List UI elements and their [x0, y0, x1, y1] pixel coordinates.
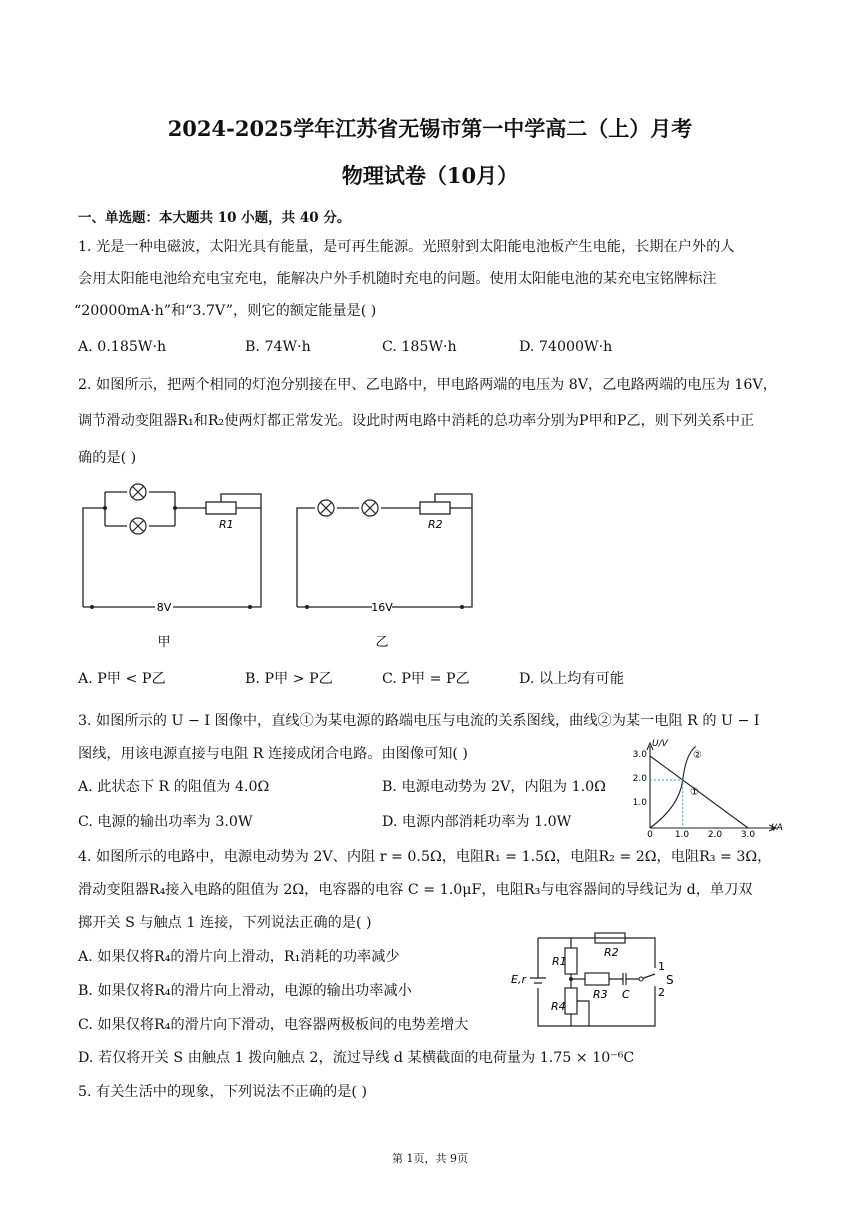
q5-line-1: 5. 有关生活中的现象，下列说法不正确的是( ) [78, 1084, 368, 1100]
cap-label: C [622, 988, 630, 1001]
q2-option-c: C. P甲 = P乙 [382, 671, 470, 687]
line-label: ① [690, 787, 699, 798]
q2-line-1: 2. 如图所示，把两个相同的灯泡分别接在甲、乙电路中，甲电路两端的电压为 8V，乙电路两端的电压为 16V， [78, 377, 777, 393]
page-title: 2024-2025学年江苏省无锡市第一中学高二（上）月考 [167, 116, 693, 141]
r3-label: R3 [593, 988, 608, 1001]
q2-option-b: B. P甲 > P乙 [245, 671, 333, 687]
q3-option-b: B. 电源电动势为 2V，内阻为 1.0Ω [382, 779, 606, 795]
q3-line-1: 3. 如图所示的 U − I 图像中，直线①为某电源的路端电压与电流的关系图线，曲线②为某一电阻 R 的 U − I [78, 713, 760, 729]
r1-label: R1 [552, 955, 567, 968]
q4-option-a: A. 如果仅将R₄的滑片向上滑动，R₁消耗的功率减少 [78, 949, 400, 965]
q4-option-c: C. 如果仅将R₄的滑片向下滑动，电容器两极板间的电势差增大 [78, 1017, 469, 1033]
q2-line-3: 确的是( ) [78, 450, 137, 466]
lamp-icon [362, 500, 378, 516]
y-tick: 3.0 [632, 750, 647, 760]
resistor-curve [650, 746, 696, 828]
q3-option-a: A. 此状态下 R 的阻值为 4.0Ω [78, 779, 270, 795]
source-line [650, 756, 748, 828]
source-label: E,r [511, 973, 526, 986]
q1-line-2: 会用太阳能电池给充电宝充电，能解决户外手机随时充电的问题。使用太阳能电池的某充电宝铭牌标注 [78, 271, 717, 287]
r4-label: R4 [551, 1000, 566, 1013]
lamp-icon [318, 500, 334, 516]
q4-line-1: 4. 如图所示的电路中，电源电动势为 2V、内阻 r = 0.5Ω，电阻R₁ = 1.5Ω，电阻R₂ = 2Ω，电阻R₃ = 3Ω， [78, 849, 772, 865]
right-caption: 乙 [375, 635, 389, 650]
capacitor-icon [623, 973, 626, 985]
page-footer: 第 1页，共 9页 [392, 1152, 468, 1165]
y-axis-label: U/V [652, 739, 668, 749]
switch-label: S [666, 973, 674, 987]
x-tick: 0 [647, 830, 653, 838]
x-axis-label: I/A [771, 823, 783, 833]
contact-1-label: 1 [658, 960, 665, 973]
q4-line-3: 掷开关 S 与触点 1 连接，下列说法正确的是( ) [78, 915, 372, 931]
left-caption: 甲 [157, 635, 171, 650]
x-tick: 1.0 [674, 830, 690, 838]
y-tick: 2.0 [632, 774, 647, 784]
q3-option-c: C. 电源的输出功率为 3.0W [78, 814, 253, 830]
x-tick: 2.0 [707, 830, 723, 838]
contact-2-label: 2 [658, 986, 665, 999]
lamp-icon [130, 484, 146, 500]
q4-circuit-figure [505, 930, 675, 1035]
q1-option-d: D. 74000W·h [519, 339, 613, 355]
x-tick: 3.0 [740, 830, 756, 838]
battery-icon [530, 978, 546, 983]
lamp-icon [130, 518, 146, 534]
r2-label: R2 [428, 518, 443, 531]
left-voltage-label: 8V [156, 601, 172, 614]
y-tick: 1.0 [632, 798, 647, 808]
q1-line-3: “20000mA·h”和“3.7V”，则它的额定能量是( ) [74, 303, 377, 319]
q4-option-d: D. 若仅将开关 S 由触点 1 拨向触点 2，流过导线 d 某横截面的电荷量为 1.75 × 10⁻⁶C [78, 1050, 635, 1066]
q2-option-a: A. P甲 < P乙 [78, 671, 166, 687]
q2-line-2: 调节滑动变阻器R₁和R₂使两灯都正常发光。设此时两电路中消耗的总功率分别为P甲和P乙，则下列关系中正 [78, 413, 755, 429]
curve-label: ② [693, 750, 702, 761]
q4-option-b: B. 如果仅将R₄的滑片向上滑动，电源的输出功率减小 [78, 983, 412, 999]
q2-option-d: D. 以上均有可能 [519, 671, 625, 687]
q3-line-2: 图线，用该电源直接与电阻 R 连接成闭合电路。由图像可知( ) [78, 746, 468, 762]
q3-ui-graph [625, 738, 785, 838]
section-heading: 一、单选题：本大题共 10 小题，共 40 分。 [78, 210, 351, 226]
r2-label: R2 [604, 946, 619, 959]
q1-option-a: A. 0.185W·h [78, 339, 167, 355]
page-subtitle: 物理试卷（10月） [341, 163, 519, 188]
operating-point-guide [650, 780, 683, 828]
q1-option-c: C. 185W·h [382, 339, 457, 355]
r1-label: R1 [219, 518, 234, 531]
q2-circuit-figure [70, 478, 490, 658]
right-voltage-label: 16V [371, 601, 393, 614]
q3-option-d: D. 电源内部消耗功率为 1.0W [382, 814, 572, 830]
q4-line-2: 滑动变阻器R₄接入电路的阻值为 2Ω，电容器的电容 C = 1.0μF，电阻R₃与电容器间的导线记为 d，单刀双 [78, 882, 753, 898]
q1-line-1: 1. 光是一种电磁波，太阳光具有能量，是可再生能源。光照射到太阳能电池板产生电能，长期在户外的人 [78, 239, 735, 255]
q1-option-b: B. 74W·h [245, 339, 311, 355]
